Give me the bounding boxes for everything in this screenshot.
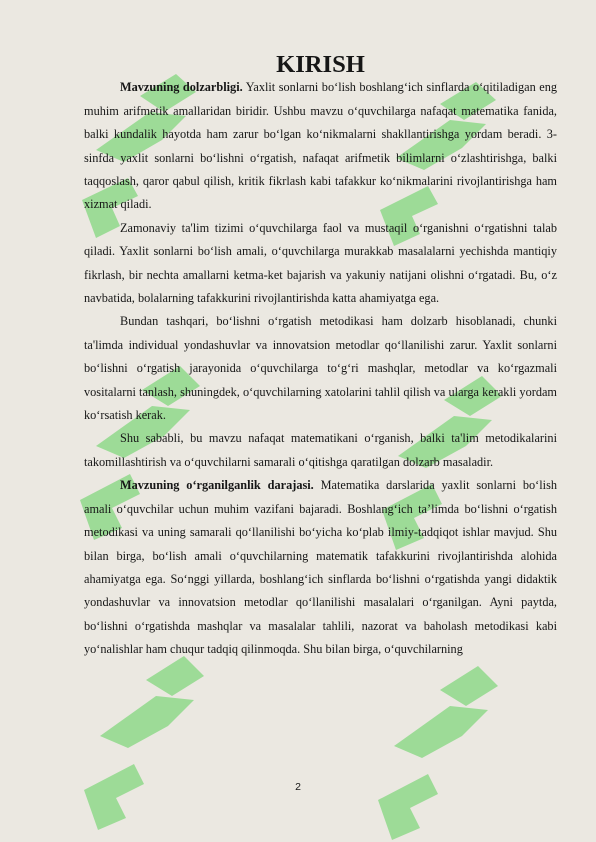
paragraph-lead: Mavzuning o‘rganilganlik darajasi.: [120, 478, 314, 493]
page-number: 2: [295, 781, 301, 793]
paragraph-text: Matematika darslarida yaxlit sonlarni bo‘lish amali o‘quvchilar uchun muhim vazifani bajaradi. Boshlang‘ich ta’limda bo‘lishni o‘rgatish metodikasi va uning samarali qo‘llanilishi bo‘yicha ko‘plab ilmiy-tadqiqot ishlar mavjud. Shu bilan birga, bo‘lish amali o‘quvchilarning matematik tafakkurini rivojlantirishda alohida ahamiyatga ega. So‘nggi yillarda, boshlang‘ich sinflarda bo‘lishni o‘rgatishda yangi didaktik yondashuvlar va innovatsion metodlar qo‘llanilishi masalalari o‘rganilgan. Ayni paytda, bo‘lishni o‘rgatishda mashqlar va masalalar tahlili, nazorat va baholash metodikasi kabi yo‘nalishlar ham chuqur tadqiq qilinmoqda. Shu bilan birga, o‘quvchilarning: [84, 478, 558, 657]
paragraph-modern-education: [84, 217, 557, 311]
paragraph-conclusion: [84, 427, 557, 474]
document-body: [84, 53, 557, 662]
paragraph-text: Yaxlit sonlarni bo‘lish boshlang‘ich sinflarda o‘qitiladigan eng muhim arifmetik amallaridan biridir. Ushbu mavzu o‘quvchilarga nafaqat matematika fanida, balki kundalik hayotda ham zarur bo‘lgan ko‘nikmalarni shakllantirishga yordam beradi. 3-sinfda yaxlit sonlarni bo‘lishni o‘rgatish, nafaqat arifmetik bilimlarni o‘zlashtirishga, balki taqqoslash, qaror qabul qilish, kritik fikrlash kabi tafakkur ko‘nikmalarini rivojlantirishga ham xizmat qiladi.: [84, 80, 557, 212]
paragraph-text: Shu sababli, bu mavzu nafaqat matematikani o‘rganish, balki ta'lim metodikalarini takomillashtirish va o‘quvchilarni samarali o‘qitishga qaratilgan dolzarb masaladir.: [84, 431, 557, 469]
paragraph-study-level: [84, 474, 557, 661]
paragraph-relevance: [84, 76, 557, 216]
watermark-logo-bottom-right: [378, 666, 498, 840]
watermark-logo-bottom-left: [84, 656, 204, 830]
paragraph-text: Bundan tashqari, bo‘lishni o‘rgatish metodikasi ham dolzarb hisoblanadi, chunki ta'limda individual yondashuvlar va innovatsion metodlar qo‘llanilishi zarur. Yaxlit sonlarni bo‘lishni o‘rgatish jarayonida o‘quvchilarga to‘g‘ri mashqlar, metodlar va ko‘rgazmali vositalarni tanlash, shuningdek, o‘quvchilarning xatolarini tahlil qilish va ularga kerakli yordam ko‘rsatish kerak.: [84, 314, 557, 423]
paragraph-text: Zamonaviy ta'lim tizimi o‘quvchilarga faol va mustaqil o‘rganishni o‘rgatishni talab qiladi. Yaxlit sonlarni bo‘lish amali, o‘quvchilarga murakkab masalalarni yechishda mantiqiy fikrlash, bir nechta amallarni ketma-ket bajarish va yakuniy natijani olishni o‘rgatadi. Bu, o‘z navbatida, bolalarning tafakkurini rivojlantirishda katta ahamiyatga ega.: [84, 220, 557, 306]
paragraph-lead: Mavzuning dolzarbligi.: [120, 80, 243, 95]
paragraph-methodology: [84, 310, 557, 427]
page-title: KIRISH: [276, 51, 365, 78]
